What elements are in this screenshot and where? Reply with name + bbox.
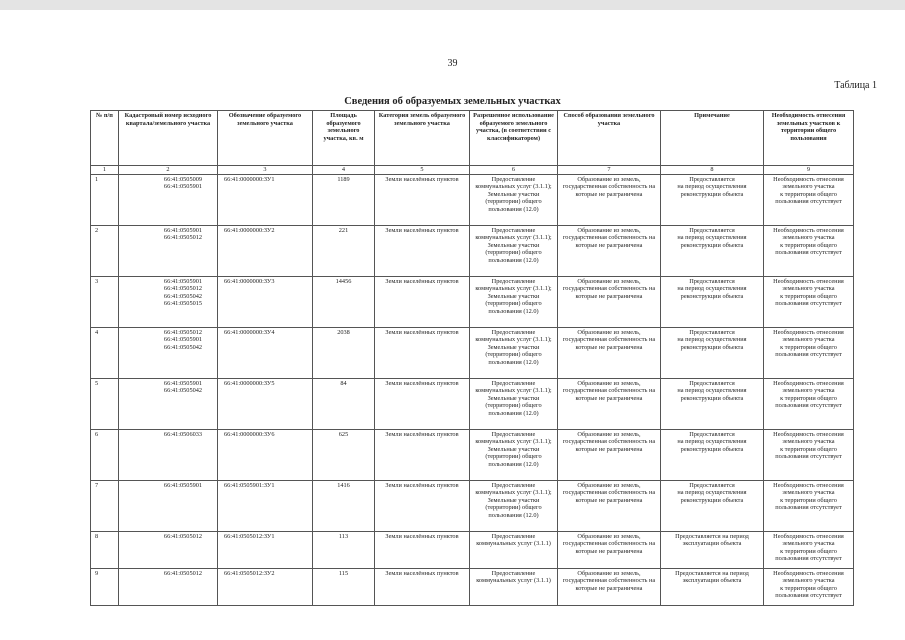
header-cell-use: Разрешенное использование образуемого земельного участка, (в соответствии с классификатором) (470, 111, 558, 166)
parcel-area: 115 (313, 568, 375, 605)
note: Предоставляется на период осуществления реконструкции объекта (661, 429, 764, 480)
column-number-row (91, 166, 854, 175)
note: Предоставляется на период эксплуатации объекта (661, 568, 764, 605)
public-use-need: Необходимость отнесения земельного участка к территории общего пользования отсутствует (764, 531, 854, 568)
header-cell-need: Необходимость отнесения земельных участков к территории общего пользования (764, 111, 854, 166)
formation-method: Образование из земель, государственная собственность на которые не разграничена (558, 276, 661, 327)
cadastral-number: 66:41:0505901 66:41:0505012 66:41:0505042 66:41:0505015 (119, 276, 218, 327)
note: Предоставляется на период осуществления реконструкции объекта (661, 480, 764, 531)
cadastral-number: 66:41:0505009 66:41:0505901 (119, 174, 218, 225)
row-number: 8 (91, 531, 119, 568)
land-category: Земли населённых пунктов (375, 174, 470, 225)
header-cell-cadastral: Кадастровый номер исходного квартала/земельного участка (119, 111, 218, 166)
parcel-designation: 66:41:0000000:ЗУ1 (218, 174, 313, 225)
parcel-designation: 66:41:0505012:ЗУ2 (218, 568, 313, 605)
permitted-use: Предоставление коммунальных услуг (3.1.1); Земельные участки (территории) общего пользования (12.0) (470, 378, 558, 429)
formation-method: Образование из земель, государственная собственность на которые не разграничена (558, 225, 661, 276)
cadastral-number: 66:41:0506033 (119, 429, 218, 480)
land-category: Земли населённых пунктов (375, 276, 470, 327)
header-cell-category: Категория земель образуемого земельного участка (375, 111, 470, 166)
parcel-area: 1416 (313, 480, 375, 531)
row-number: 9 (91, 568, 119, 605)
formation-method: Образование из земель, государственная собственность на которые не разграничена (558, 531, 661, 568)
note: Предоставляется на период осуществления реконструкции объекта (661, 225, 764, 276)
formation-method: Образование из земель, государственная собственность на которые не разграничена (558, 568, 661, 605)
cadastral-number: 66:41:0505012 (119, 568, 218, 605)
header-cell-method: Способ образования земельного участка (558, 111, 661, 166)
note: Предоставляется на период осуществления реконструкции объекта (661, 174, 764, 225)
parcel-designation: 66:41:0505901:ЗУ1 (218, 480, 313, 531)
formation-method: Образование из земель, государственная собственность на которые не разграничена (558, 378, 661, 429)
column-number: 9 (764, 166, 854, 175)
parcel-designation: 66:41:0000000:ЗУ4 (218, 327, 313, 378)
cadastral-number: 66:41:0505901 66:41:0505012 (119, 225, 218, 276)
formation-method: Образование из земель, государственная собственность на которые не разграничена (558, 174, 661, 225)
permitted-use: Предоставление коммунальных услуг (3.1.1); Земельные участки (территории) общего пользования (12.0) (470, 480, 558, 531)
page-number: 39 (447, 58, 458, 69)
column-number: 5 (375, 166, 470, 175)
document-title: Сведения об образуемых земельных участках (344, 96, 561, 107)
parcels-table (90, 110, 854, 606)
parcel-designation: 66:41:0505012:ЗУ1 (218, 531, 313, 568)
cadastral-number: 66:41:0505901 (119, 480, 218, 531)
row-number: 6 (91, 429, 119, 480)
note: Предоставляется на период осуществления реконструкции объекта (661, 276, 764, 327)
cadastral-number: 66:41:0505901 66:41:0505042 (119, 378, 218, 429)
land-category: Земли населённых пунктов (375, 327, 470, 378)
header-cell-area: Площадь образуемого земельного участка, кв. м (313, 111, 375, 166)
public-use-need: Необходимость отнесения земельного участка к территории общего пользования отсутствует (764, 276, 854, 327)
column-number: 1 (91, 166, 119, 175)
column-number: 3 (218, 166, 313, 175)
parcel-area: 625 (313, 429, 375, 480)
parcel-designation: 66:41:0000000:ЗУ5 (218, 378, 313, 429)
public-use-need: Необходимость отнесения земельного участка к территории общего пользования отсутствует (764, 480, 854, 531)
header-row (91, 111, 854, 166)
parcel-area: 1189 (313, 174, 375, 225)
public-use-need: Необходимость отнесения земельного участка к территории общего пользования отсутствует (764, 378, 854, 429)
public-use-need: Необходимость отнесения земельного участка к территории общего пользования отсутствует (764, 174, 854, 225)
permitted-use: Предоставление коммунальных услуг (3.1.1); Земельные участки (территории) общего пользования (12.0) (470, 327, 558, 378)
column-number: 2 (119, 166, 218, 175)
formation-method: Образование из земель, государственная собственность на которые не разграничена (558, 327, 661, 378)
header-cell-designation: Обозначение образуемого земельного участка (218, 111, 313, 166)
formation-method: Образование из земель, государственная собственность на которые не разграничена (558, 429, 661, 480)
public-use-need: Необходимость отнесения земельного участка к территории общего пользования отсутствует (764, 327, 854, 378)
land-category: Земли населённых пунктов (375, 378, 470, 429)
cadastral-number: 66:41:0505012 66:41:0505901 66:41:0505042 (119, 327, 218, 378)
note: Предоставляется на период эксплуатации объекта (661, 531, 764, 568)
column-number: 8 (661, 166, 764, 175)
parcel-designation: 66:41:0000000:ЗУ3 (218, 276, 313, 327)
formation-method: Образование из земель, государственная собственность на которые не разграничена (558, 480, 661, 531)
table-label: Таблица 1 (834, 80, 877, 91)
parcel-designation: 66:41:0000000:ЗУ6 (218, 429, 313, 480)
row-number: 7 (91, 480, 119, 531)
land-category: Земли населённых пунктов (375, 225, 470, 276)
header-cell-note: Примечание (661, 111, 764, 166)
row-number: 1 (91, 174, 119, 225)
permitted-use: Предоставление коммунальных услуг (3.1.1); Земельные участки (территории) общего пользования (12.0) (470, 174, 558, 225)
parcel-area: 221 (313, 225, 375, 276)
permitted-use: Предоставление коммунальных услуг (3.1.1); Земельные участки (территории) общего пользования (12.0) (470, 276, 558, 327)
public-use-need: Необходимость отнесения земельного участка к территории общего пользования отсутствует (764, 225, 854, 276)
land-category: Земли населённых пунктов (375, 568, 470, 605)
note: Предоставляется на период осуществления реконструкции объекта (661, 378, 764, 429)
land-category: Земли населённых пунктов (375, 480, 470, 531)
permitted-use: Предоставление коммунальных услуг (3.1.1) (470, 531, 558, 568)
parcel-area: 14456 (313, 276, 375, 327)
public-use-need: Необходимость отнесения земельного участка к территории общего пользования отсутствует (764, 568, 854, 605)
row-number: 4 (91, 327, 119, 378)
table-row (91, 174, 854, 225)
parcel-area: 113 (313, 531, 375, 568)
parcel-area: 84 (313, 378, 375, 429)
row-number: 3 (91, 276, 119, 327)
public-use-need: Необходимость отнесения земельного участка к территории общего пользования отсутствует (764, 429, 854, 480)
row-number: 2 (91, 225, 119, 276)
table-row (91, 378, 854, 429)
table-row (91, 327, 854, 378)
table-row (91, 276, 854, 327)
column-number: 6 (470, 166, 558, 175)
scan-edge (0, 0, 905, 10)
cadastral-number: 66:41:0505012 (119, 531, 218, 568)
table-row (91, 429, 854, 480)
land-category: Земли населённых пунктов (375, 531, 470, 568)
table-row (91, 480, 854, 531)
column-number: 4 (313, 166, 375, 175)
parcel-area: 2038 (313, 327, 375, 378)
permitted-use: Предоставление коммунальных услуг (3.1.1); Земельные участки (территории) общего пользования (12.0) (470, 429, 558, 480)
table-row (91, 568, 854, 605)
permitted-use: Предоставление коммунальных услуг (3.1.1) (470, 568, 558, 605)
row-number: 5 (91, 378, 119, 429)
table-row (91, 531, 854, 568)
table-row (91, 225, 854, 276)
note: Предоставляется на период осуществления реконструкции объекта (661, 327, 764, 378)
header-cell-number: № п/п (91, 111, 119, 166)
column-number: 7 (558, 166, 661, 175)
permitted-use: Предоставление коммунальных услуг (3.1.1); Земельные участки (территории) общего пользования (12.0) (470, 225, 558, 276)
land-category: Земли населённых пунктов (375, 429, 470, 480)
parcel-designation: 66:41:0000000:ЗУ2 (218, 225, 313, 276)
